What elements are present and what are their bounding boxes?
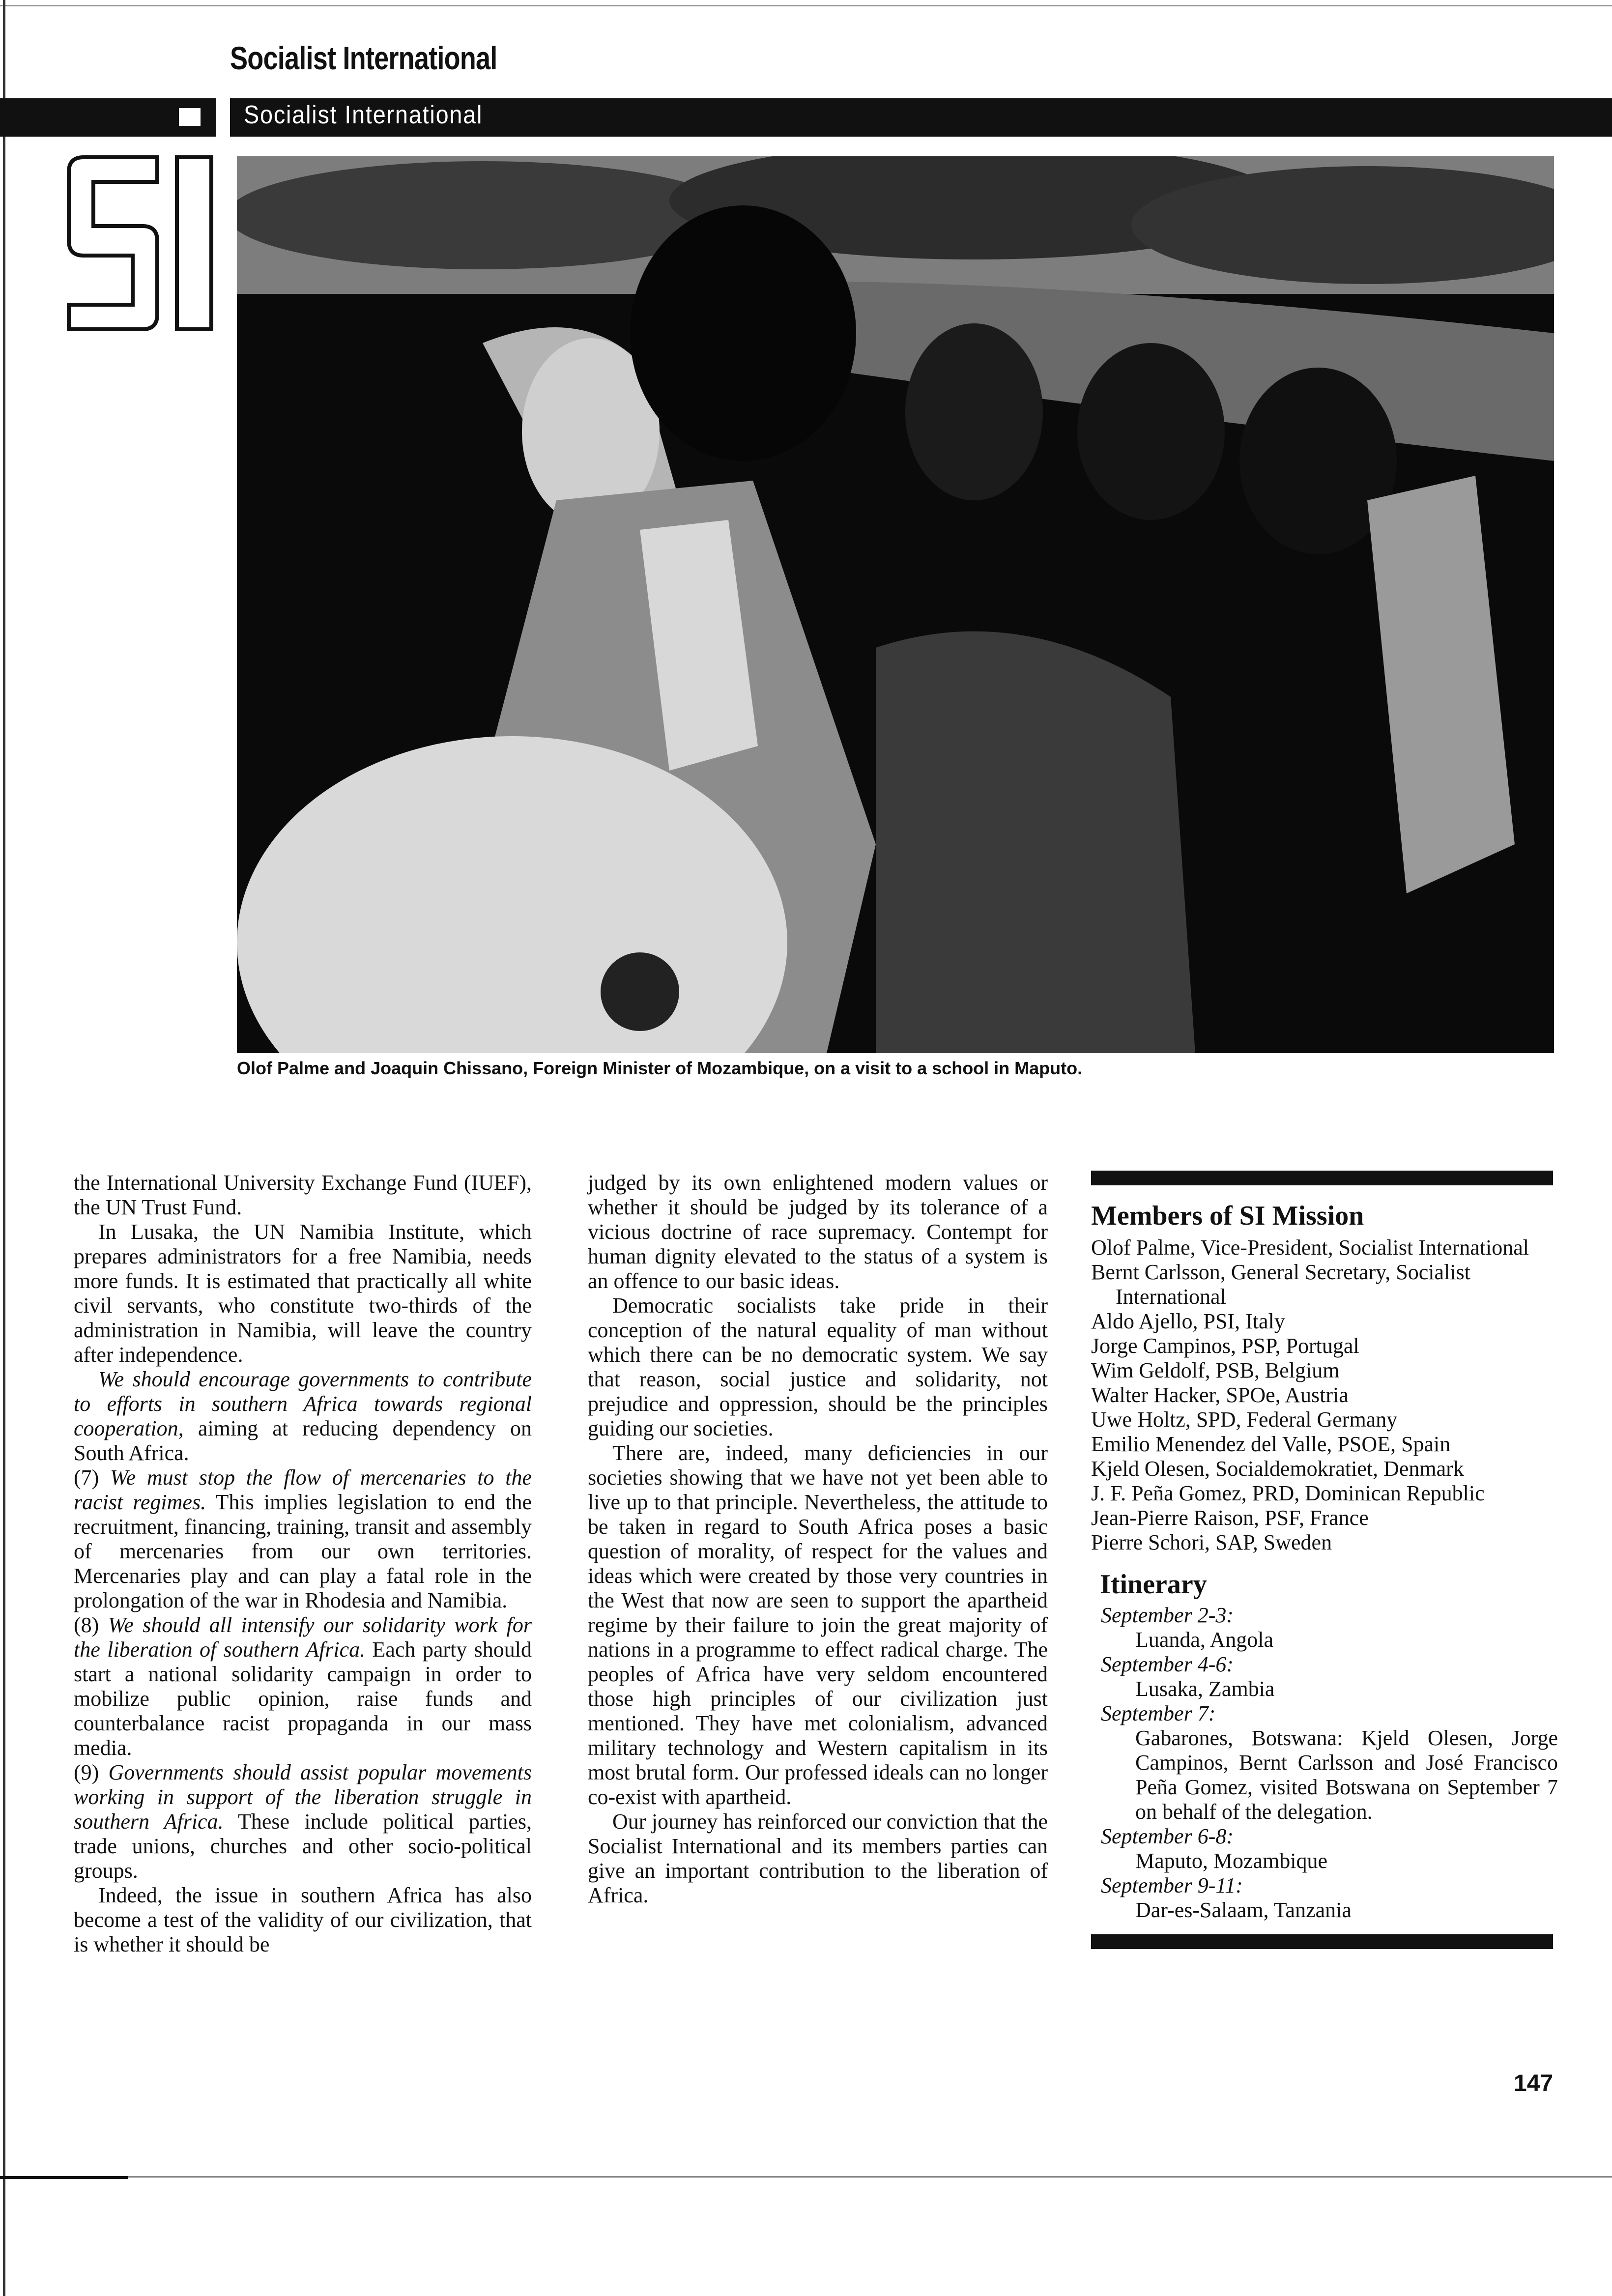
paragraph: the International University Exchange Fund (IUEF), the UN Trust Fund. <box>74 1171 532 1219</box>
list-item: Jorge Campinos, PSP, Portugal <box>1091 1334 1359 1358</box>
running-header: Socialist International <box>230 40 497 76</box>
section-banner-label: Socialist International <box>244 101 483 129</box>
si-logo-icon <box>64 152 216 334</box>
list-item: Bernt Carlsson, General Secretary, Socialist International <box>1091 1260 1470 1309</box>
left-margin-rule <box>3 0 5 2296</box>
members-heading: Members of SI Mission <box>1091 1201 1364 1231</box>
itinerary-place: Maputo, Mozambique <box>1135 1849 1328 1873</box>
mission-sidebar <box>1091 1171 1558 1949</box>
paragraph <box>74 1367 532 1465</box>
itinerary-place: Luanda, Angola <box>1135 1628 1274 1652</box>
page-number: 147 <box>1514 2070 1554 2096</box>
banner-left-bar <box>0 98 167 137</box>
list-item: Walter Hacker, SPOe, Austria <box>1091 1383 1349 1407</box>
top-rule <box>0 5 1612 6</box>
article-column-1 <box>74 1171 532 1957</box>
paragraph <box>74 1613 532 1760</box>
itinerary-place: Gabarones, Botswana: Kjeld Olesen, Jorge Campinos, Bernt Carlsson and José Francisco Peña Gomez, visited Botswana on September 7 on behalf of the delegation. <box>1135 1726 1558 1824</box>
sidebar-bottom-rule <box>1091 1934 1553 1949</box>
itinerary-date: September 9-11: <box>1101 1873 1243 1897</box>
members-list <box>1091 1235 1558 1555</box>
list-item: Olof Palme, Vice-President, Socialist International <box>1091 1235 1529 1260</box>
itinerary-date: September 7: <box>1101 1701 1216 1725</box>
paragraph: judged by its own enlightened modern values or whether it should be judged by its tolerance of a vicious doctrine of race supremacy. Contempt for human dignity elevated to the status of a system is an offence to our basic ideas. <box>588 1171 1048 1293</box>
paragraph: There are, indeed, many deficiencies in our societies showing that we have not yet been able to live up to that principle. Nevertheless, the attitude to be taken in regard to South Africa poses a basic question of morality, of respect for the values and ideas which were created by those very countries in the West that now are seen to support the apartheid regime by their failure to join the great majority of nations in a programme to effect radical charge. The peoples of Africa have very seldom encountered those high principles of our civilization just mentioned. They have met colonialism, advanced military technology and Western capitalism in its most brutal form. Our professed ideals can no longer co-exist with apartheid. <box>588 1441 1048 1809</box>
emphasis: We must stop the flow of mercenaries to the racist regimes. <box>74 1465 532 1514</box>
paragraph <box>74 1760 532 1883</box>
list-item: Pierre Schori, SAP, Sweden <box>1091 1530 1332 1554</box>
item-number: (7) <box>74 1465 111 1490</box>
article-column-2 <box>588 1171 1048 1908</box>
logo-square-icon <box>176 105 203 129</box>
itinerary-heading: Itinerary <box>1100 1569 1207 1600</box>
list-item: Emilio Menendez del Valle, PSOE, Spain <box>1091 1432 1451 1456</box>
list-item: Uwe Holtz, SPD, Federal Germany <box>1091 1407 1398 1432</box>
paragraph: Indeed, the issue in southern Africa has also become a test of the validity of our civilization, that is whether it should be <box>74 1883 532 1956</box>
text-run: aiming at reducing dependency on South Africa. <box>74 1416 532 1465</box>
item-number: (8) <box>74 1613 108 1637</box>
itinerary-place: Lusaka, Zambia <box>1135 1677 1275 1701</box>
itinerary-date: September 4-6: <box>1101 1652 1234 1676</box>
item-number: (9) <box>74 1760 109 1784</box>
list-item: J. F. Peña Gomez, PRD, Dominican Republic <box>1091 1481 1485 1505</box>
text-run: Each party should start a national solidarity campaign in order to mobilize public opinion, raise funds and counterbalance racist propaganda in our mass media. <box>74 1637 532 1760</box>
itinerary-place: Dar-es-Salaam, Tanzania <box>1135 1898 1352 1922</box>
list-item: Wim Geldolf, PSB, Belgium <box>1091 1358 1340 1382</box>
list-item: Aldo Ajello, PSI, Italy <box>1091 1309 1285 1333</box>
emphasis: We should encourage governments to contribute to efforts in southern Africa towards regional cooperation, <box>74 1367 532 1440</box>
sidebar-top-rule <box>1091 1171 1553 1185</box>
paragraph: In Lusaka, the UN Namibia Institute, which prepares administrators for a free Namibia, needs more funds. It is estimated that practically all white civil servants, who constitute two-thirds of the administration in Namibia, will leave the country after independence. <box>74 1220 532 1367</box>
itinerary-date: September 6-8: <box>1101 1824 1234 1848</box>
photo-caption: Olof Palme and Joaquin Chissano, Foreign Minister of Mozambique, on a visit to a school in Maputo. <box>237 1058 1083 1078</box>
text-run: These include political parties, trade unions, churches and other socio-political groups. <box>74 1809 532 1883</box>
list-item: Kjeld Olesen, Socialdemokratiet, Denmark <box>1091 1457 1464 1481</box>
paragraph <box>74 1465 532 1613</box>
itinerary-list <box>1091 1603 1558 1923</box>
bottom-rule <box>0 2176 1612 2178</box>
paragraph: Our journey has reinforced our conviction that the Socialist International and its members parties can give an important contribution to the liberation of Africa. <box>588 1809 1048 1907</box>
news-photograph <box>237 156 1554 1053</box>
emphasis: Governments should assist popular movements working in support of the liberation struggle in southern Africa. <box>74 1760 532 1834</box>
list-item: Jean-Pierre Raison, PSF, France <box>1091 1506 1369 1530</box>
text-run: This implies legislation to end the recruitment, financing, training, transit and assembly of mercenaries from our own territories. Mercenaries play and can play a fatal role in the prolongation of the war in Rhodesia and Namibia. <box>74 1490 532 1612</box>
itinerary-date: September 2-3: <box>1101 1603 1234 1627</box>
photo-scene-icon <box>237 156 1554 1053</box>
paragraph: Democratic socialists take pride in their conception of the natural equality of man without which there can be no democratic system. We say that reason, social justice and solidarity, not prejudice and oppression, should be the principles guiding our societies. <box>588 1293 1048 1440</box>
emphasis: We should all intensify our solidarity work for the liberation of southern Africa. <box>74 1613 532 1662</box>
corner-mark <box>0 2176 128 2179</box>
